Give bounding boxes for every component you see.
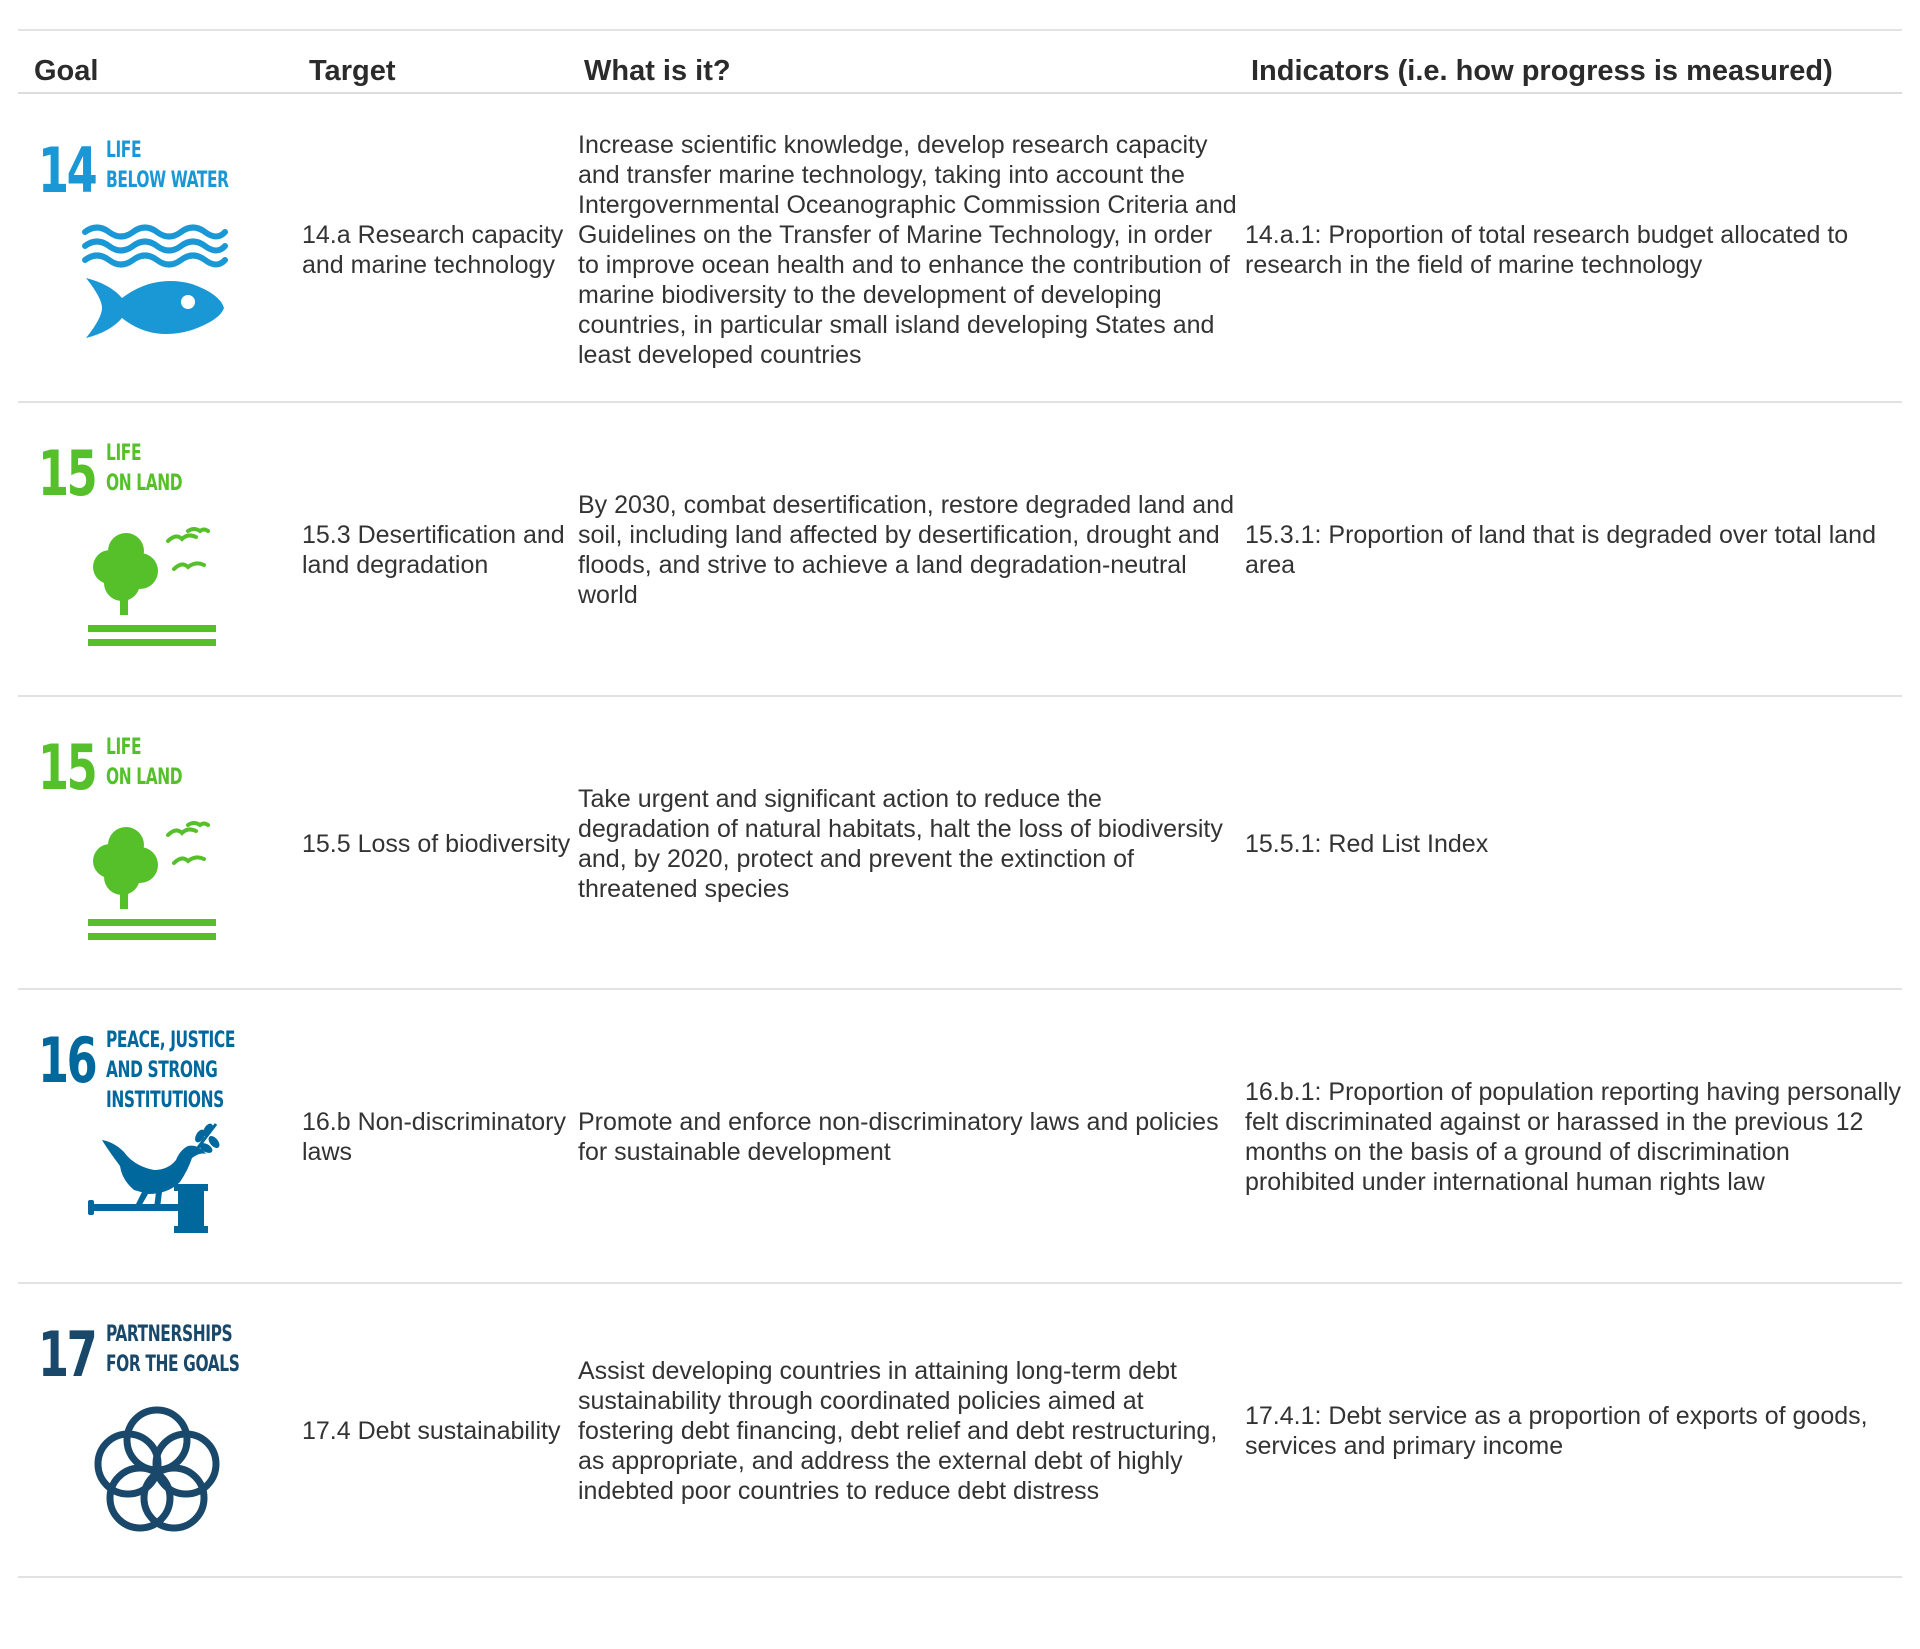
what-text: Increase scientific knowledge, develop research capacity and transfer marine technology, taking into account the Intergovernmental Oceanographic Commission Criteria and Guidelines on the Transfer of Marine Technology, in order to improve ocean health and to enhance the contribution of marine biodiversity to the development of developing countries, in particular small island developing States and least developed countries bbox=[578, 130, 1237, 369]
target-text: 17.4 Debt sustainability bbox=[302, 1417, 561, 1445]
goal-cell bbox=[18, 1284, 288, 1576]
header-indicators: Indicators (i.e. how progress is measured) bbox=[1251, 55, 1833, 87]
fish-waves-icon bbox=[82, 220, 228, 340]
goal-number: 17 bbox=[38, 1318, 96, 1391]
target-text: 16.b Non-discriminatory laws bbox=[302, 1108, 566, 1166]
table-row bbox=[18, 403, 1902, 697]
table-header bbox=[18, 31, 1902, 94]
target-cell bbox=[302, 403, 572, 697]
goal-cell bbox=[18, 697, 288, 988]
table-row bbox=[18, 697, 1902, 990]
goal-cell bbox=[18, 403, 288, 695]
table-row bbox=[18, 1284, 1902, 1578]
indicator-cell bbox=[1245, 403, 1905, 697]
what-text: Promote and enforce non-discriminatory laws and policies for sustainable development bbox=[578, 1108, 1219, 1166]
indicator-text: 15.3.1: Proportion of land that is degraded over total land area bbox=[1245, 521, 1876, 579]
target-text: 15.5 Loss of biodiversity bbox=[302, 829, 571, 858]
target-cell bbox=[302, 697, 572, 990]
target-text: 15.3 Desertification and land degradation bbox=[302, 521, 565, 579]
what-cell bbox=[578, 990, 1238, 1284]
goal-title: PARTNERSHIPS FOR THE GOALS bbox=[106, 1322, 240, 1377]
goal-title: LIFE ON LAND bbox=[106, 735, 183, 790]
indicator-cell bbox=[1245, 697, 1905, 990]
header-goal: Goal bbox=[34, 55, 99, 87]
what-text: By 2030, combat desertification, restore degraded land and soil, including land affected by desertification, drought and floods, and strive to achieve a land degradation-neutral world bbox=[578, 491, 1234, 609]
indicator-text: 16.b.1: Proportion of population reporting having personally felt discriminated against or harassed in the previous 12 months on the basis of a ground of discrimination prohibited under international human rights law bbox=[1245, 1078, 1901, 1196]
interlocking-rings-icon bbox=[90, 1402, 224, 1536]
goal-title: LIFE BELOW WATER bbox=[106, 138, 229, 193]
target-cell bbox=[302, 1284, 572, 1578]
what-cell bbox=[578, 96, 1238, 403]
indicator-cell bbox=[1245, 990, 1905, 1284]
goal-title: LIFE ON LAND bbox=[106, 441, 183, 496]
tree-birds-icon bbox=[88, 521, 218, 651]
indicator-text: 17.4.1: Debt service as a proportion of exports of goods, services and primary income bbox=[1245, 1402, 1868, 1460]
goal-cell bbox=[18, 990, 288, 1282]
what-text: Assist developing countries in attaining long-term debt sustainability through coordinated policies aimed at fostering debt financing, debt relief and debt restructuring, as appropriate, and address the external debt of highly indebted poor countries to reduce debt distress bbox=[578, 1357, 1218, 1505]
indicator-cell bbox=[1245, 1284, 1905, 1578]
goal-title: PEACE, JUSTICE AND STRONG INSTITUTIONS bbox=[106, 1028, 236, 1113]
indicator-text: 15.5.1: Red List Index bbox=[1245, 829, 1489, 858]
header-what: What is it? bbox=[584, 55, 731, 87]
table-row bbox=[18, 990, 1902, 1284]
what-cell bbox=[578, 697, 1238, 990]
goal-number: 14 bbox=[38, 134, 96, 207]
tree-birds-icon bbox=[88, 815, 218, 945]
indicator-cell bbox=[1245, 96, 1905, 403]
what-text: Take urgent and significant action to reduce the degradation of natural habitats, halt the loss of biodiversity and, by 2020, protect and prevent the extinction of threatened species bbox=[578, 784, 1223, 903]
indicator-text: 14.a.1: Proportion of total research budget allocated to research in the field of marine technology bbox=[1245, 220, 1849, 279]
target-cell bbox=[302, 96, 572, 403]
what-cell bbox=[578, 403, 1238, 697]
goal-cell bbox=[18, 96, 288, 401]
table-row bbox=[18, 96, 1902, 403]
goal-number: 16 bbox=[38, 1024, 96, 1097]
what-cell bbox=[578, 1284, 1238, 1578]
header-target: Target bbox=[309, 55, 396, 87]
target-text: 14.a Research capacity and marine technology bbox=[302, 220, 564, 279]
target-cell bbox=[302, 990, 572, 1284]
goal-number: 15 bbox=[38, 731, 96, 804]
dove-gavel-icon bbox=[88, 1120, 228, 1240]
goal-number: 15 bbox=[38, 437, 96, 510]
